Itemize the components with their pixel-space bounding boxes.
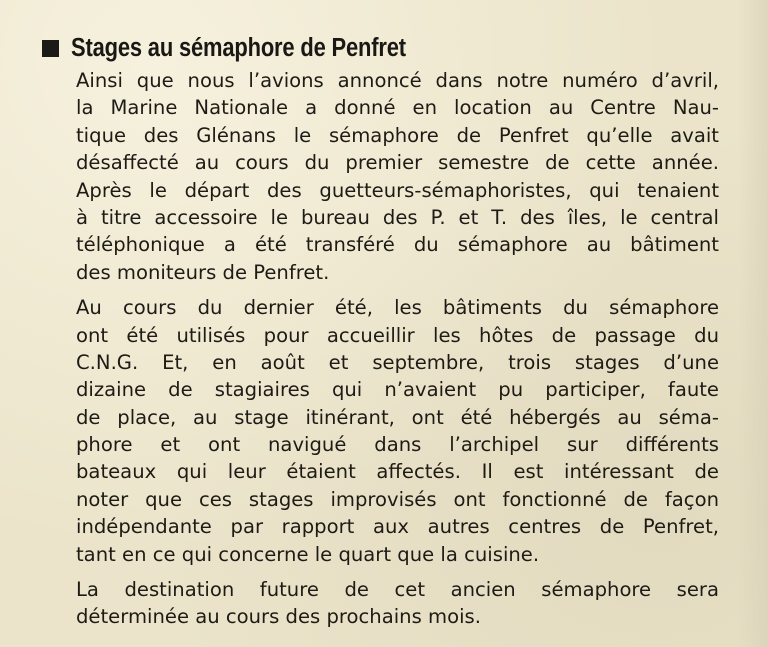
text-line: Après le départ des guetteurs-sémaphoristes, qui tenaient: [76, 178, 719, 202]
text-line: bateaux qui leur étaient affectés. Il est intéressant de: [76, 460, 719, 484]
paragraph-3: [76, 576, 719, 631]
text-line: dizaine de stagiaires qui n’avaient pu participer, faute: [76, 378, 719, 402]
text-line: indépendante par rapport aux autres centres de Penfret,: [76, 515, 719, 539]
text-line: désaffecté au cours du premier semestre de cette année.: [76, 151, 719, 175]
text-line: de place, au stage itinérant, ont été hébergés au séma-: [76, 405, 719, 429]
text-line: noter que ces stages improvisés ont fonctionné de façon: [76, 487, 719, 511]
text-line: téléphonique a été transféré du sémaphore au bâtiment: [76, 233, 719, 257]
text-line: tique des Glénans le sémaphore de Penfret qu’elle avait: [76, 123, 719, 147]
text-line: des moniteurs de Penfret.: [76, 260, 330, 284]
text-line: ont été utilisés pour accueillir les hôtes de passage du: [76, 323, 719, 347]
paragraph-1: [76, 67, 719, 286]
heading-row: [42, 30, 460, 66]
text-line: Ainsi que nous l’avions annoncé dans notre numéro d’avril,: [76, 69, 719, 92]
text-line: C.N.G. Et, en août et septembre, trois stages d’une: [76, 350, 719, 374]
text-line: tant en ce qui concerne le quart que la cuisine.: [76, 542, 540, 566]
text-line: à titre accessoire le bureau des P. et T. des îles, le central: [76, 205, 719, 229]
paragraph-2: [76, 294, 719, 568]
text-line: Au cours du dernier été, les bâtiments du sémaphore: [76, 296, 719, 320]
text-line: La destination future de cet ancien sémaphore sera: [76, 578, 719, 602]
text-line: la Marine Nationale a donné en location au Centre Nau-: [76, 96, 719, 120]
text-line: phore et ont navigué dans l’archipel sur différents: [76, 433, 719, 457]
page-edge-shadow: [738, 0, 768, 647]
article-title: Stages au sémaphore de Penfret: [71, 33, 406, 62]
text-line: déterminée au cours des prochains mois.: [76, 605, 481, 629]
black-square-icon: [42, 40, 59, 57]
article-body: [76, 67, 719, 639]
